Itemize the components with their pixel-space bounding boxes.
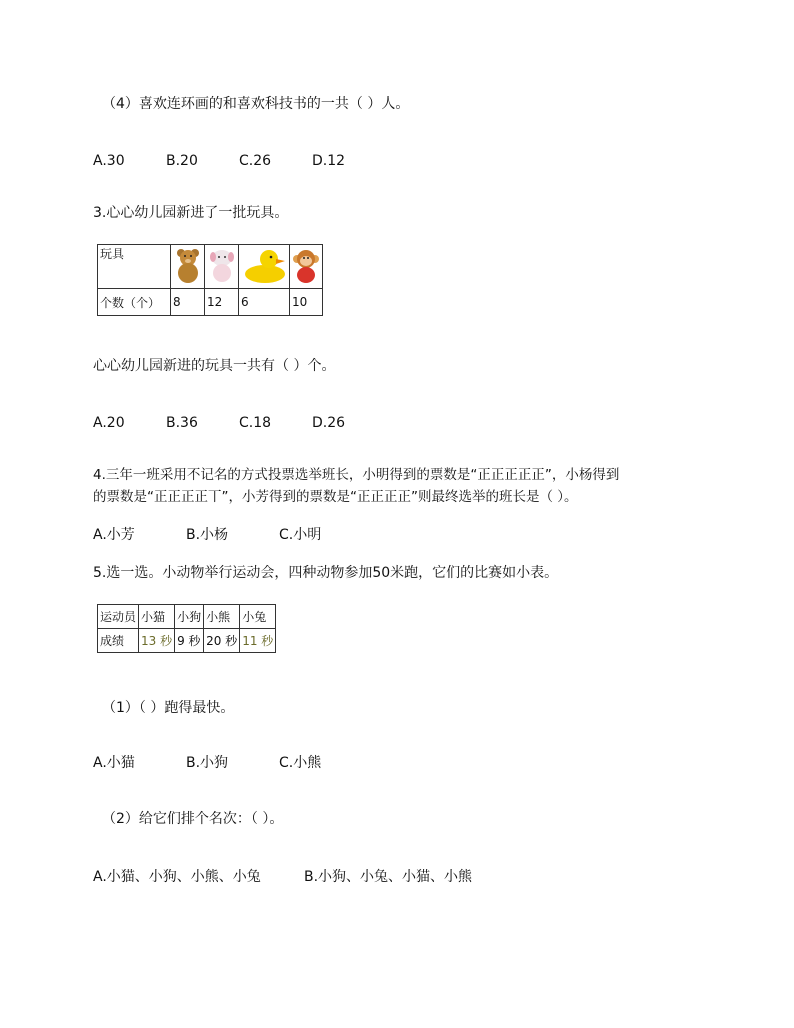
race-row-label: 成绩 — [98, 629, 139, 653]
toy-count-monkey: 10 — [290, 289, 323, 316]
q2-option-b: B.20 — [166, 153, 198, 169]
toy-count-duck: 6 — [239, 289, 290, 316]
q3-option-a: A.20 — [93, 415, 125, 431]
rubber-duck-icon — [241, 246, 287, 284]
q5-1-option-b: B.小狗 — [186, 755, 229, 771]
q4-option-c: C.小明 — [279, 527, 322, 543]
lamb-doll-icon — [208, 246, 236, 284]
q3-option-d: D.26 — [312, 415, 346, 431]
q5-2-option-b: B.小狗、小兔、小猫、小熊 — [304, 869, 473, 885]
question-5-intro: 5.选一选。小动物举行运动会，四种动物参加50米跑，它们的比赛如小表。 — [93, 565, 559, 581]
q5-2-option-a: A.小猫、小狗、小熊、小兔 — [93, 869, 261, 885]
toy-cell-monkey — [290, 245, 323, 289]
q2-option-a: A.30 — [93, 153, 125, 169]
race-result-dog: 9 秒 — [175, 629, 204, 653]
question-4-line-1: 4.三年一班采用不记名的方式投票选举班长，小明得到的票数是“正正正正正”，小杨得到 — [93, 467, 620, 483]
race-result-cat: 13 秒 — [139, 629, 175, 653]
race-header-bear: 小熊 — [204, 605, 240, 629]
question-4-line-2: 的票数是“正正正正丅”，小芳得到的票数是“正正正正”则最终选举的班长是（ ）。 — [93, 489, 578, 505]
q2-option-c: C.26 — [239, 153, 272, 169]
q4-option-b: B.小杨 — [186, 527, 229, 543]
question-3-intro: 3.心心幼儿园新进了一批玩具。 — [93, 205, 289, 221]
toy-cell-duck — [239, 245, 290, 289]
q3-option-b: B.36 — [166, 415, 198, 431]
q2-option-d: D.12 — [312, 153, 346, 169]
race-result-rabbit: 11 秒 — [240, 629, 276, 653]
race-result-bear: 20 秒 — [204, 629, 240, 653]
race-header-rabbit: 小兔 — [240, 605, 276, 629]
q5-1-option-c: C.小熊 — [279, 755, 322, 771]
toy-table-row1-label: 玩具 — [98, 245, 171, 289]
toy-table-row2-label: 个数（个） — [98, 289, 171, 316]
race-header-dog: 小狗 — [175, 605, 204, 629]
toy-count-lamb: 12 — [205, 289, 239, 316]
teddy-bear-icon — [174, 246, 202, 284]
race-header-cat: 小猫 — [139, 605, 175, 629]
question-5-part-2-text: （2）给它们排个名次：（ ）。 — [102, 811, 284, 827]
question-5-part-1-text: （1）（ ）跑得最快。 — [102, 700, 235, 716]
race-header-athlete: 运动员 — [98, 605, 139, 629]
toy-count-bear: 8 — [171, 289, 205, 316]
q5-1-option-a: A.小猫 — [93, 755, 135, 771]
question-3-text: 心心幼儿园新进的玩具一共有（ ）个。 — [93, 358, 336, 374]
q4-option-a: A.小芳 — [93, 527, 135, 543]
race-results-table — [97, 604, 276, 653]
toy-table — [97, 244, 323, 316]
q3-option-c: C.18 — [239, 415, 272, 431]
toy-cell-bear — [171, 245, 205, 289]
toy-cell-lamb — [205, 245, 239, 289]
monkey-doll-icon — [292, 246, 320, 284]
question-2-part-4-text: （4）喜欢连环画的和喜欢科技书的一共（ ）人。 — [102, 96, 410, 112]
